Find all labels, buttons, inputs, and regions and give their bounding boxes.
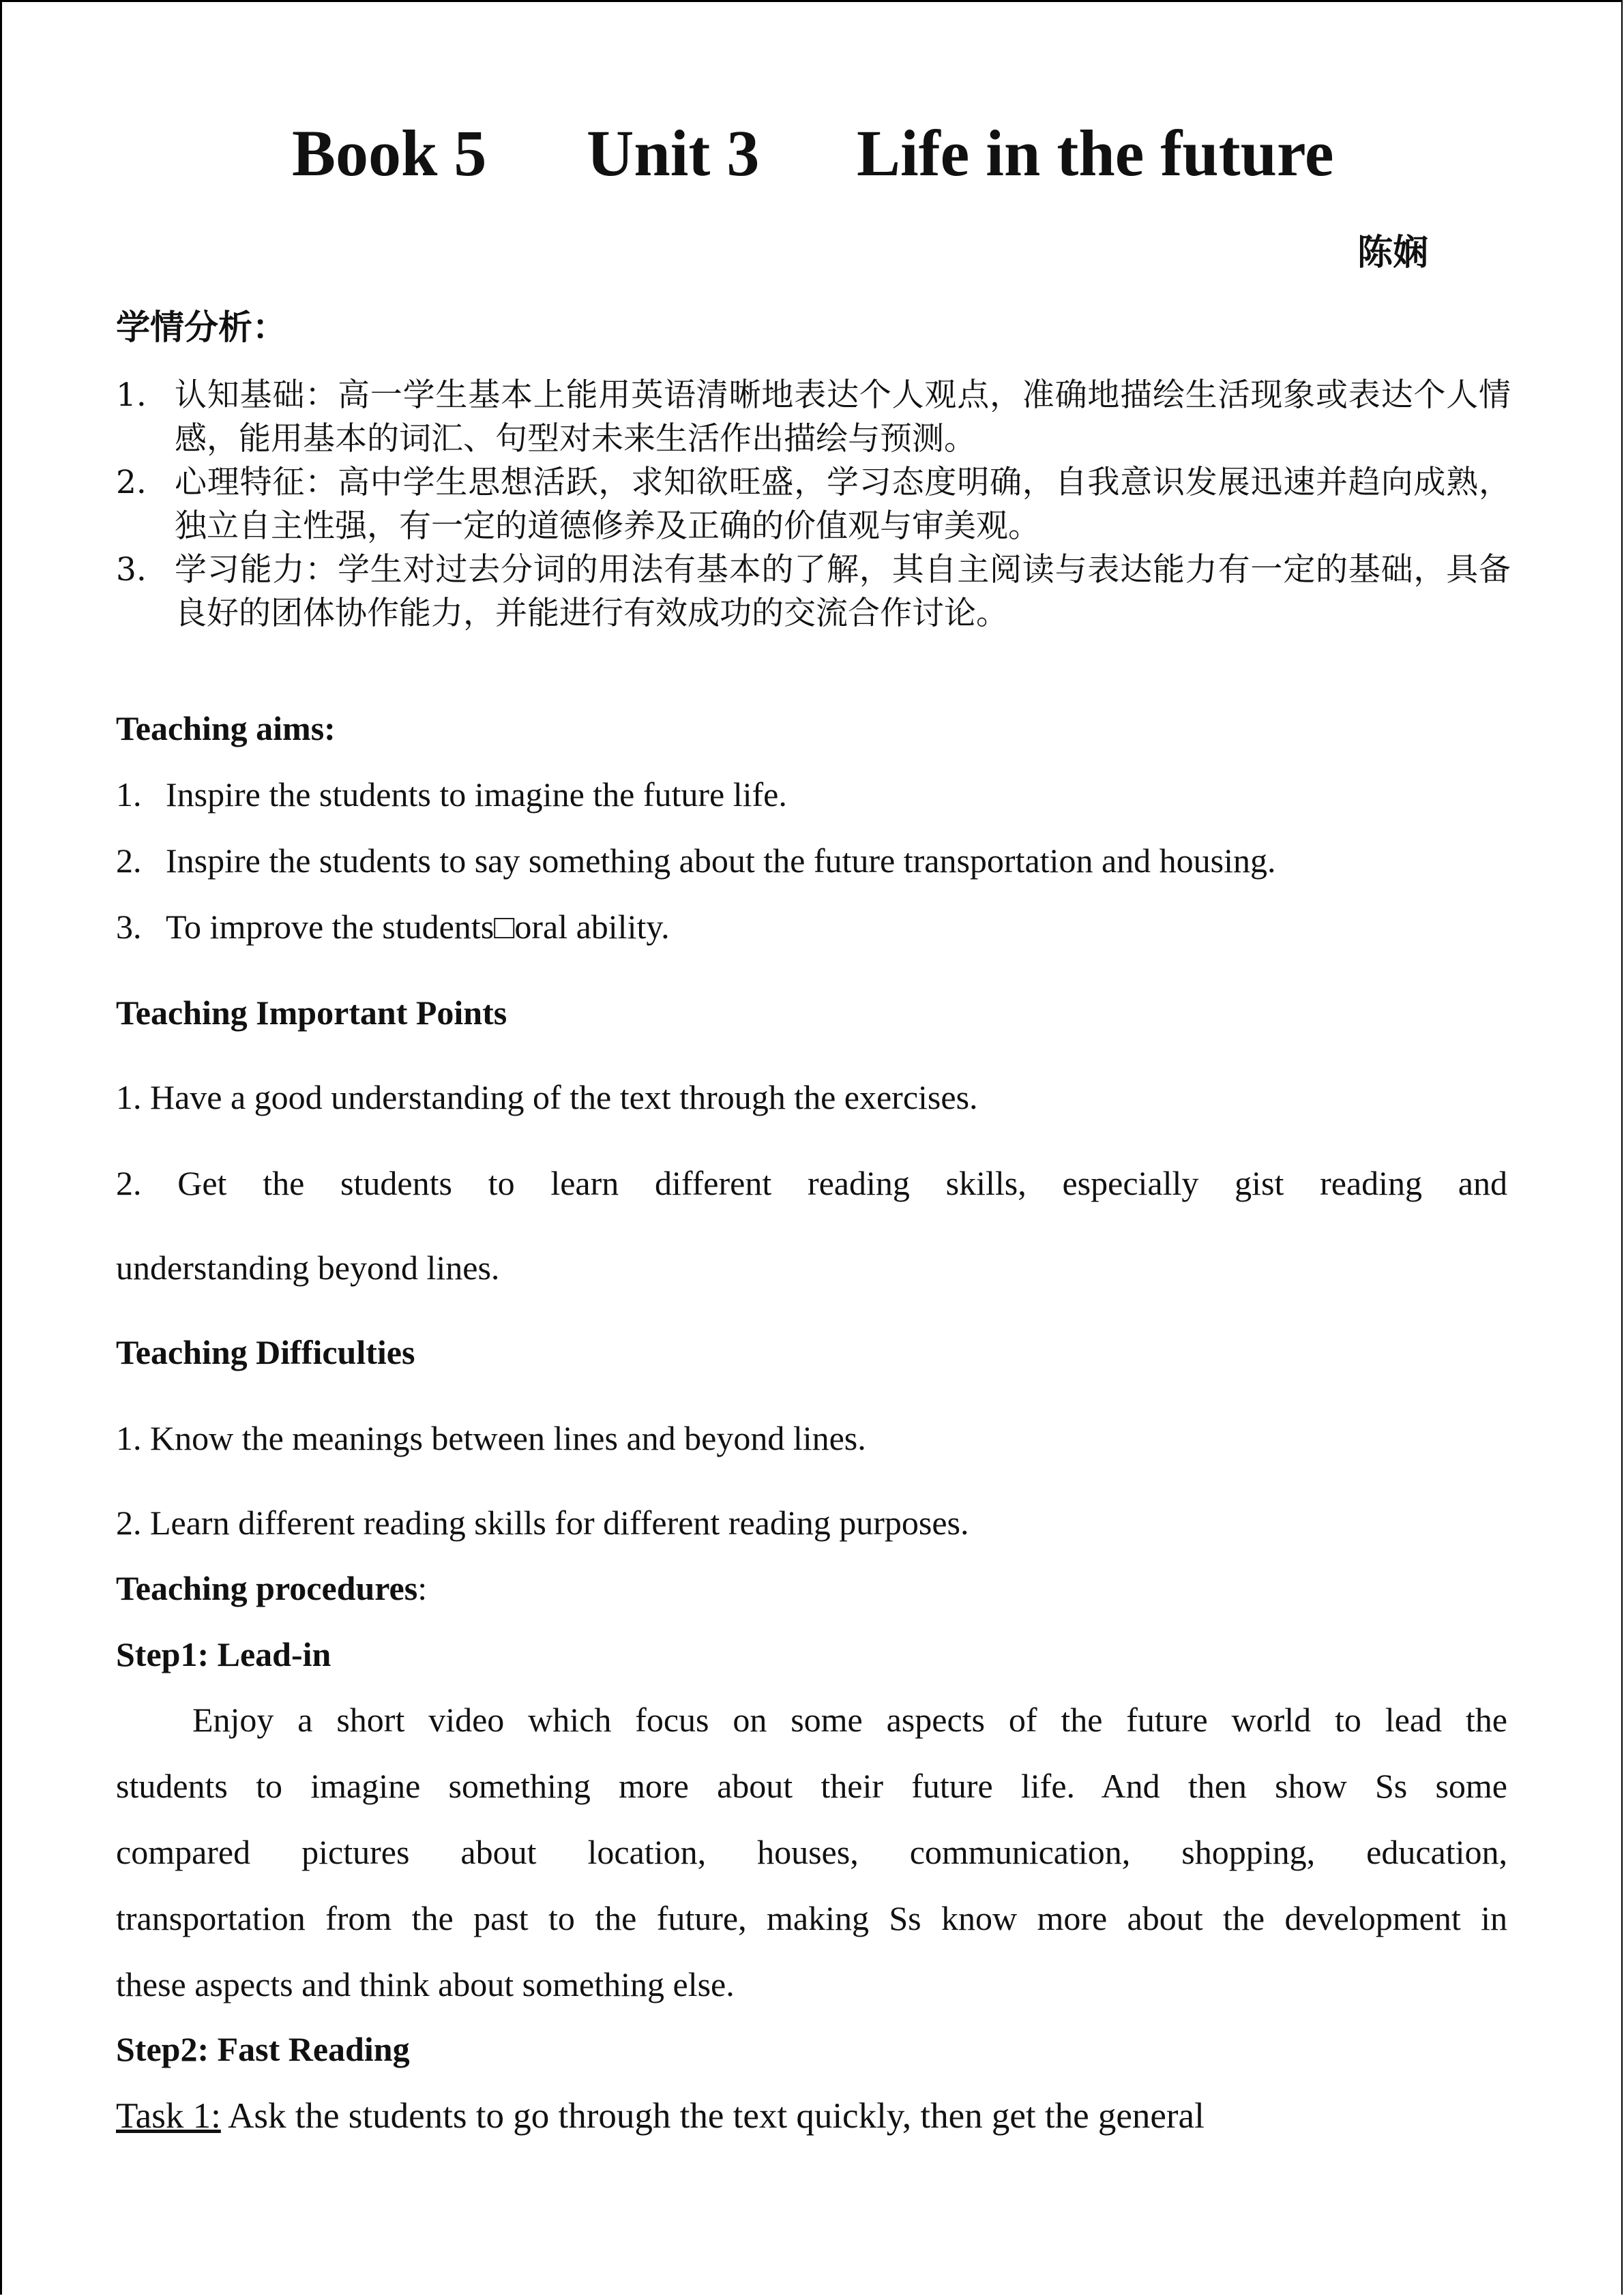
difficulty-2: 2. Learn different reading skills for different reading purposes. bbox=[116, 1504, 969, 1542]
task1-text: Ask the students to go through the text quickly, then get the general bbox=[220, 2096, 1205, 2136]
procedures-heading bbox=[116, 1564, 427, 1612]
teaching-aims-heading: Teaching aims: bbox=[116, 709, 336, 747]
aim-item-number: 1. bbox=[116, 775, 142, 814]
task1-line bbox=[116, 2091, 1205, 2141]
aim-item-number: 3. bbox=[116, 908, 142, 946]
paragraph-line: these aspects and think about something else. bbox=[116, 1965, 735, 2003]
step1-heading: Step1: Lead-in bbox=[116, 1635, 331, 1673]
paragraph-line: students to imagine something more about their future life. And then show Ss some bbox=[116, 1767, 1507, 1805]
list-item-text: 心理特征：高中学生思想活跃，求知欲旺盛，学习态度明确，自我意识发展迅速并趋向成熟，独立自主性强，有一定的道德修养及正确的价值观与审美观。 bbox=[175, 464, 1511, 545]
list-item-number: 2. bbox=[116, 464, 147, 501]
author-name: 陈娴 bbox=[1357, 233, 1429, 273]
list-item bbox=[116, 548, 1511, 636]
list-item-number: 1. bbox=[116, 376, 147, 414]
aim-item-text: Inspire the students to imagine the future life. bbox=[166, 775, 787, 814]
important-point-2-line2: understanding beyond lines. bbox=[116, 1249, 500, 1287]
list-item-text: 学习能力：学生对过去分词的用法有基本的了解，其自主阅读与表达能力有一定的基础，具备良好的团体协作能力，并能进行有效成功的交流合作讨论。 bbox=[175, 551, 1511, 632]
aim-item-text: To improve the students□oral ability. bbox=[166, 908, 670, 946]
task1-label: Task 1: bbox=[116, 2096, 221, 2136]
procedures-heading-text: Teaching procedures bbox=[116, 1569, 418, 1607]
paragraph-line: Enjoy a short video which focus on some aspects of the future world to lead the bbox=[192, 1701, 1507, 1739]
list-item bbox=[116, 461, 1511, 548]
list-item bbox=[116, 374, 1511, 461]
learner-analysis-list bbox=[116, 374, 1511, 636]
step2-heading: Step2: Fast Reading bbox=[116, 2030, 410, 2068]
title-unit: Unit 3 bbox=[587, 117, 760, 190]
important-point-1: 1. Have a good understanding of the text through the exercises. bbox=[116, 1078, 978, 1116]
list-item-number: 3. bbox=[116, 551, 147, 588]
important-point-2-line1: 2. Get the students to learn different reading skills, especially gist reading and bbox=[116, 1164, 1507, 1202]
paragraph-line: compared pictures about location, houses, communication, shopping, education, bbox=[116, 1833, 1507, 1871]
difficulties-heading: Teaching Difficulties bbox=[116, 1333, 415, 1371]
title-book: Book 5 bbox=[292, 117, 487, 190]
aim-item-text: Inspire the students to say something about the future transportation and housing. bbox=[166, 841, 1276, 880]
list-item-text: 认知基础：高一学生基本上能用英语清晰地表达个人观点，准确地描绘生活现象或表达个人情感，能用基本的词汇、句型对未来生活作出描绘与预测。 bbox=[175, 376, 1511, 458]
important-points-heading: Teaching Important Points bbox=[116, 994, 507, 1032]
paragraph-line: transportation from the past to the future, making Ss know more about the development in bbox=[116, 1899, 1507, 1937]
document-title bbox=[292, 116, 1356, 191]
step1-paragraph bbox=[116, 1687, 1507, 2018]
title-topic: Life in the future bbox=[857, 117, 1334, 190]
learner-analysis-heading: 学情分析： bbox=[116, 308, 286, 347]
difficulty-1: 1. Know the meanings between lines and beyond lines. bbox=[116, 1419, 866, 1457]
procedures-heading-colon: : bbox=[417, 1569, 428, 1607]
aim-item-number: 2. bbox=[116, 841, 142, 880]
